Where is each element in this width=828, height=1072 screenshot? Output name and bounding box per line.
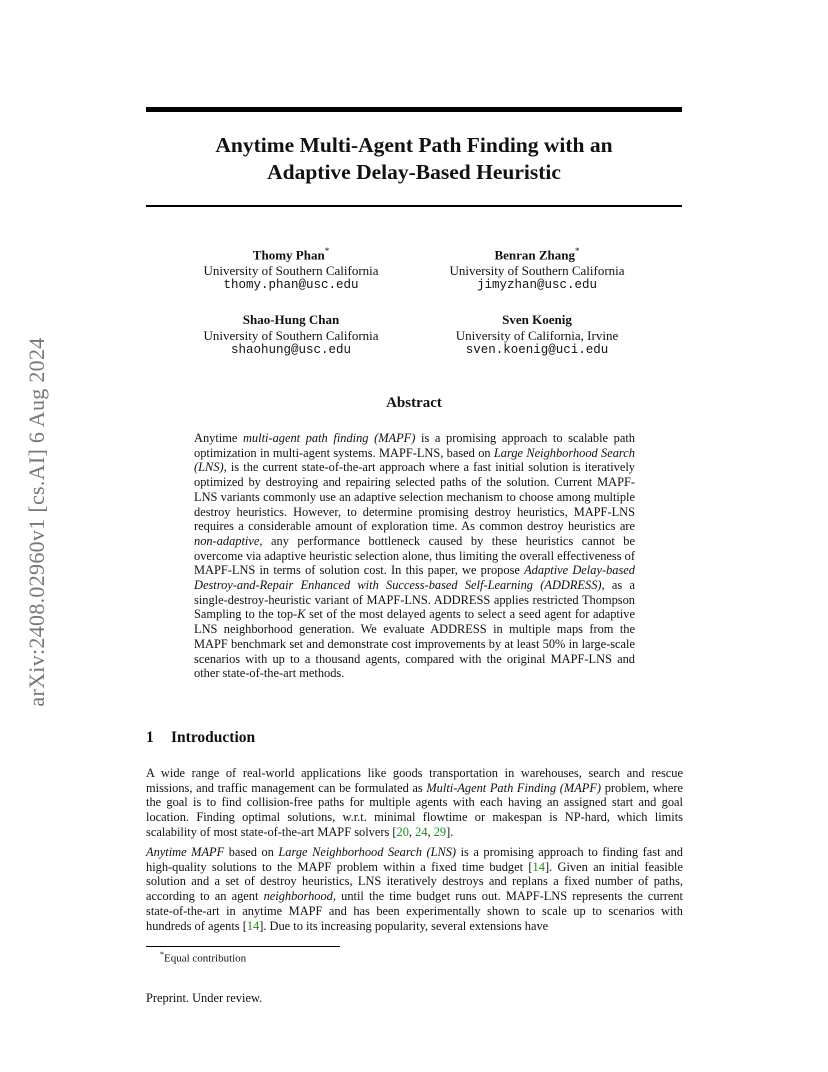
author-name: Sven Koenig [502, 312, 572, 327]
author-block-4 [412, 312, 662, 359]
abstract-body [194, 431, 635, 681]
italic-span: Large Neighborhood Search (LNS) [194, 445, 635, 475]
author-affiliation: University of Southern California [449, 262, 625, 278]
text-span: is a promising approach to scalable path optimization in multi-agent systems. MAPF-LNS, based on [194, 431, 635, 460]
text-span: Anytime [194, 431, 243, 445]
section-title: Introduction [171, 729, 256, 746]
preprint-note: Preprint. Under review. [146, 991, 263, 1005]
text-span: , [427, 824, 434, 839]
italic-span: Anytime MAPF [146, 845, 225, 859]
text-span: ]. Due to its increasing popularity, several extensions have [259, 918, 549, 933]
author-name: Benran Zhang [494, 247, 576, 263]
author-affiliation: University of Southern California [203, 262, 379, 278]
author-name: Thomy Phan [252, 247, 325, 263]
italic-span: Large Neighborhood Search (LNS) [278, 845, 457, 859]
author-block-2 [412, 244, 662, 294]
footnote [160, 950, 246, 965]
italic-span: neighborhood [263, 889, 333, 904]
author-email[interactable]: jimyzhan@usc.edu [476, 278, 598, 293]
footnote-mark: * [160, 950, 164, 959]
footnote-text: Equal contribution [164, 952, 247, 965]
text-span: set of the most delayed agents to select a seed agent for adaptive LNS neighborhood generation. We evaluate ADDRESS in multiple maps from the MAPF benchmark set and demonstrate cost improvements by at least 50% in large-scale scenarios with up to a thousand agents, compared with the original MAPF-LNS and other state-of-the-art methods. [194, 607, 635, 681]
italic-span: K [297, 607, 306, 622]
section-heading [146, 729, 255, 747]
intro-paragraph-2 [146, 845, 683, 933]
author-name: Shao-Hung Chan [242, 312, 340, 327]
citation-link[interactable]: 14 [246, 918, 260, 933]
text-span: is a promising approach to finding fast and high-quality solutions to the MAPF problem within a fixed time budget [ [146, 845, 683, 874]
italic-span: non-adaptive [194, 533, 260, 548]
author-email[interactable]: shaohung@usc.edu [230, 343, 352, 357]
italic-span: Multi-Agent Path Finding (MAPF) [426, 780, 602, 795]
author-block-1 [166, 244, 416, 294]
italic-span: Adaptive Delay-based Destroy-and-Repair Enhanced with Success-based Self-Learning (ADDRESS) [194, 563, 635, 593]
italic-span: multi-agent path finding (MAPF) [242, 431, 416, 445]
text-span: ]. Given an initial feasible solution and a set of destroy heuristics, LNS iteratively destroys and replans a fixed number of paths, according to an agent [146, 859, 683, 904]
title-top-rule [146, 107, 682, 112]
author-email[interactable]: thomy.phan@usc.edu [223, 278, 359, 293]
author-affiliation: University of Southern California [203, 327, 379, 343]
arxiv-identifier: arXiv:2408.02960v1 [cs.AI] 6 Aug 2024 [24, 337, 49, 707]
author-mark: * [575, 246, 580, 256]
title-line-1: Anytime Multi-Agent Path Finding with an [215, 133, 613, 157]
title-line-2: Adaptive Delay-Based Heuristic [267, 160, 561, 184]
citation-link[interactable]: 20 [396, 824, 409, 839]
text-span: A wide range of real-world applications like goods transportation in warehouses, search and rescue missions, and traffic management can be formulated as [146, 766, 683, 795]
author-affiliation: University of California, Irvine [455, 327, 619, 343]
text-span: , any performance bottleneck caused by these heuristics cannot be overcome via adaptive heuristic selection alone, thus limiting the overall effectiveness of MAPF-LNS in terms of solution cost. In this paper, we propose [194, 533, 635, 578]
intro-paragraph-1 [146, 766, 683, 840]
text-span: based on [224, 845, 279, 859]
paper-title [146, 132, 682, 186]
citation-link[interactable]: 24 [415, 824, 428, 839]
citation-link[interactable]: 14 [532, 859, 545, 874]
text-span: ]. [446, 824, 454, 839]
author-mark: * [324, 246, 330, 256]
text-span: , is the current state-of-the-art approach where a fast initial solution is iteratively optimized by destroying and repairing selected paths of the solution. Current MAPF-LNS variants commonly use an adaptive selection mechanism to choose among multiple destroy heuristics. However, to determine promising destroy heuristics, MAPF-LNS requires a considerable amount of exploration time. As common destroy heuristics are [194, 460, 635, 534]
text-span: , as a single-destroy-heuristic variant of MAPF-LNS. ADDRESS applies restricted Thompson Sampling to the top- [194, 578, 635, 622]
citation-link[interactable]: 29 [433, 824, 447, 839]
section-number: 1 [146, 729, 154, 746]
author-email[interactable]: sven.koenig@uci.edu [465, 343, 609, 357]
author-block-3 [166, 312, 416, 359]
title-bottom-rule [146, 205, 682, 207]
text-span: problem, where the goal is to find collision-free paths for multiple agents with each having an assigned start and goal location. Finding optimal solutions, w.r.t. minimal flowtime or makespan is NP-hard, which limits scalability of most state-of-the-art MAPF solvers [ [146, 780, 683, 839]
text-span: , [408, 824, 416, 839]
footnote-rule [146, 946, 340, 947]
abstract-heading: Abstract [386, 395, 442, 411]
text-span: , until the time budget runs out. MAPF-LNS represents the current state-of-the-art in anytime MAPF and has been experimentally shown to scale up to scenarios with hundreds of agents [ [146, 889, 683, 933]
